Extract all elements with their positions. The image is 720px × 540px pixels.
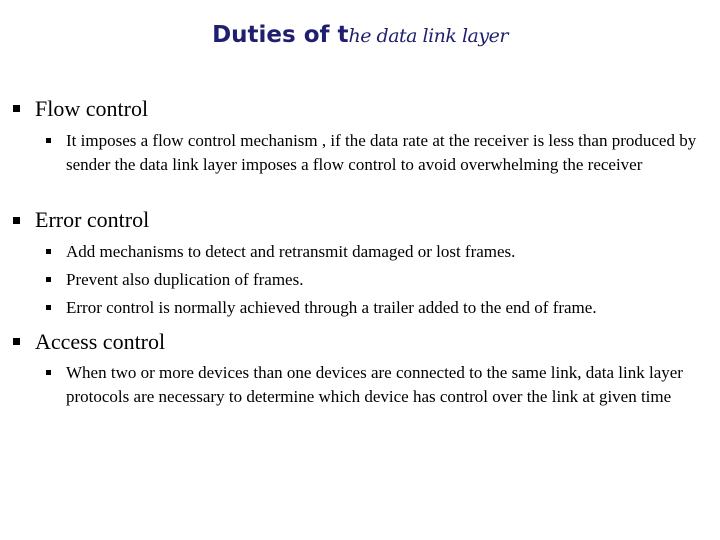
section-heading-error-control: Error control xyxy=(35,207,150,232)
slide-title-part1: Duties of t xyxy=(212,22,349,48)
square-bullet-icon xyxy=(13,217,20,224)
square-bullet-icon xyxy=(46,277,51,282)
square-bullet-icon xyxy=(46,138,51,143)
list-item: Add mechanisms to detect and retransmit damaged or lost frames. xyxy=(66,242,516,261)
list-item: When two or more devices than one devices are connected to the same link, data link layer protocols are necessary to determine which device has control over the link at given time xyxy=(66,363,683,406)
list-item: Prevent also duplication of frames. xyxy=(66,270,304,289)
slide-title-part2: he data link layer xyxy=(348,25,508,47)
list-item: It imposes a flow control mechanism , if the data rate at the receiver is less than produced by sender the data link layer imposes a flow control to avoid overwhelming the receiver xyxy=(66,131,697,174)
square-bullet-icon xyxy=(13,338,20,345)
section-heading-access-control: Access control xyxy=(35,329,166,354)
square-bullet-icon xyxy=(46,249,51,254)
list-item: Error control is normally achieved through a trailer added to the end of frame. xyxy=(66,298,597,317)
square-bullet-icon xyxy=(13,105,20,112)
section-heading-flow-control: Flow control xyxy=(35,96,149,121)
square-bullet-icon xyxy=(46,370,51,375)
square-bullet-icon xyxy=(46,305,51,310)
